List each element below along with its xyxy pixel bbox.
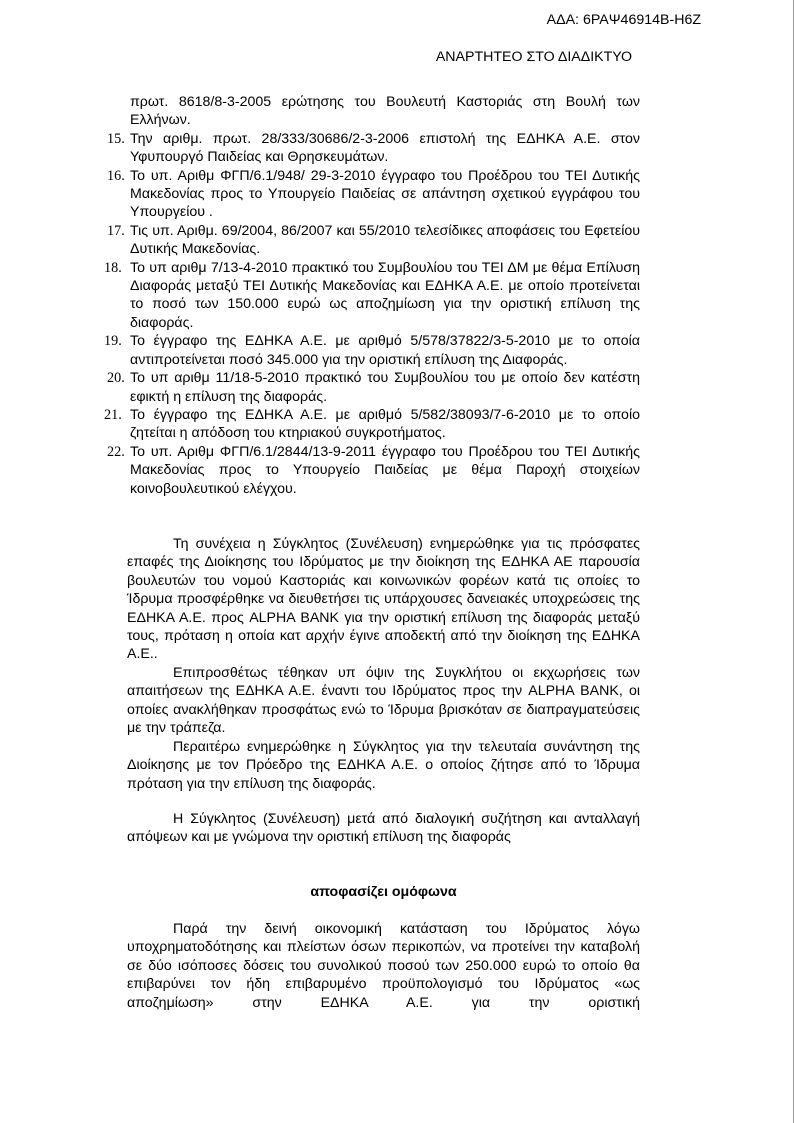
list-item-text: Την αριθμ. πρωτ. 28/333/30686/2-3-2006 επιστολή της ΕΔΗΚΑ Α.Ε. στον Υφυπουργό Παιδείας και Θρησκευμάτων. — [130, 130, 640, 166]
list-item-number: 19. — [104, 333, 122, 350]
paragraph-proposal: Παρά την δεινή οικονομική κατάσταση του Ιδρύματος λόγω υποχρηματοδότησης και πλείστων όσων περικοπών, να προτείνει την καταβολή σε δύο ισόποσες δόσεις του συνολικού ποσού των 250.000 ευρώ το οποίο θα επιβαρύνει τον ήδη επιβαρυμένο προϋπολογισμό του Ιδρύματος «ως αποζημίωση» στην ΕΔΗΚΑ Α.Ε. για την οριστική — [127, 921, 640, 1011]
posted-online-notice: ΑΝΑΡΤΗΤΕΟ ΣΤΟ ΔΙΑΔΙΚΤΥΟ — [435, 49, 632, 65]
paragraph-assignments: Επιπροσθέτως τέθηκαν υπ όψιν της Συγκλήτου οι εκχωρήσεις των απαιτήσεων της ΕΔΗΚΑ Α.Ε. έναντι του Ιδρύματος προς την ALPHA BANK, οι οποίες ανακλήθηκαν προσφάτως ενώ το Ίδρυμα βρισκόταν σε διαπραγματεύσεις με την τράπεζα. — [127, 665, 640, 737]
paragraph-deliberation: Η Σύγκλητος (Συνέλευση) μετά από διαλογική συζήτηση και ανταλλαγή απόψεων και με γνώμονα την οριστική επίλυση της διαφοράς — [127, 811, 640, 846]
list-item — [107, 130, 640, 167]
list-item-number: 20. — [107, 370, 125, 387]
list-item — [104, 259, 640, 333]
list-item-text: Το υπ. Αριθμ ΦΓΠ/6.1/948/ 29-3-2010 έγγραφο του Προέδρου του ΤΕΙ Δυτικής Μακεδονίας προς το Υπουργείο Παιδείας σε απάντηση σχετικού εγγράφου του Υπουργείου . — [130, 167, 640, 221]
list-item-number: 16. — [107, 167, 125, 184]
list-item — [107, 222, 640, 259]
list-item — [107, 369, 640, 406]
ada-code: ΑΔΑ: 6ΡΑΨ46914Β-Η6Ζ — [546, 12, 701, 28]
list-item-continuation — [130, 93, 640, 130]
list-item-number: 21. — [104, 406, 122, 423]
references-list — [104, 93, 640, 498]
paragraph-meeting: Περαιτέρω ενημερώθηκε η Σύγκλητος για την τελευταία συνάντηση της Διοίκησης με τον Πρόεδρο της ΕΔΗΚΑ Α.Ε. ο οποίος ζήτησε από το Ίδρυμα πρόταση για την επίλυση της διαφοράς. — [127, 739, 640, 792]
list-item-text: Το υπ. Αριθμ ΦΓΠ/6.1/2844/13-9-2011 έγγραφο του Προέδρου του ΤΕΙ Δυτικής Μακεδονίας προς το Υπουργείο Παιδείας με θέμα Παροχή στοιχείων κοινοβουλευτικού ελέγχου. — [130, 443, 640, 497]
list-item-number: 22. — [107, 443, 125, 460]
list-item — [104, 406, 640, 443]
list-item-text: Τις υπ. Αριθμ. 69/2004, 86/2007 και 55/2010 τελεσίδικες αποφάσεις του Εφετείου Δυτικής Μακεδονίας. — [130, 222, 640, 258]
list-item-text: Το έγγραφο της ΕΔΗΚΑ Α.Ε. με αριθμό 5/582/38093/7-6-2010 με το οποίο ζητείται η απόδοση του κτηριακού συγκροτήματος. — [130, 406, 640, 442]
list-item-text: Το υπ αριθμ 11/18-5-2010 πρακτικό του Συμβουλίου του με οποίο δεν κατέστη εφικτή η επίλυση της διαφοράς. — [130, 370, 640, 405]
list-item — [107, 443, 640, 498]
list-item — [107, 167, 640, 222]
list-item-number: 17. — [107, 222, 125, 239]
list-item — [104, 332, 640, 369]
list-item-text: Το έγγραφο της ΕΔΗΚΑ Α.Ε. με αριθμό 5/578/37822/3-5-2010 με το οποία αντιπροτείνεται ποσό 345.000 για την οριστική επίλυση της Διαφοράς. — [130, 333, 640, 368]
list-item-number: 18. — [104, 259, 122, 276]
list-item-text: Το υπ αριθμ 7/13-4-2010 πρακτικό του Συμβουλίου του ΤΕΙ ΔΜ με θέμα Επίλυση Διαφοράς μεταξύ ΤΕΙ Δυτικής Μακεδονίας και ΕΔΗΚΑ Α.Ε. με οποίο προτείνεται το ποσό των 150.000 ευρώ ως αποζημίωση για την οριστική επίλυση της διαφοράς. — [130, 259, 640, 331]
list-item-number: 15. — [107, 130, 125, 147]
list-item-text: πρωτ. 8618/8-3-2005 ερώτησης του Βουλευτή Καστοριάς στη Βουλή των Ελλήνων. — [130, 94, 640, 129]
decision-heading: αποφασίζει ομόφωνα — [310, 884, 457, 900]
paragraph-briefing: Τη συνέχεια η Σύγκλητος (Συνέλευση) ενημερώθηκε για τις πρόσφατες επαφές της Διοίκησης του Ιδρύματος με την διοίκηση της ΕΔΗΚΑ ΑΕ παρουσία βουλευτών του νομού Καστοριάς και κοινωνικών φορέων κατά τις οποίες το Ίδρυμα προσφέρθηκε να διευθετήσει τις υπάρχουσες δανειακές υποχρεώσεις της ΕΔΗΚΑ Α.Ε. προς ALPHA BANK για την οριστική επίλυση της διαφοράς μεταξύ τους, πρόταση η οποία κατ αρχήν έγινε αποδεκτή από την διοίκηση της ΕΔΗΚΑ Α.Ε.. — [127, 536, 640, 663]
